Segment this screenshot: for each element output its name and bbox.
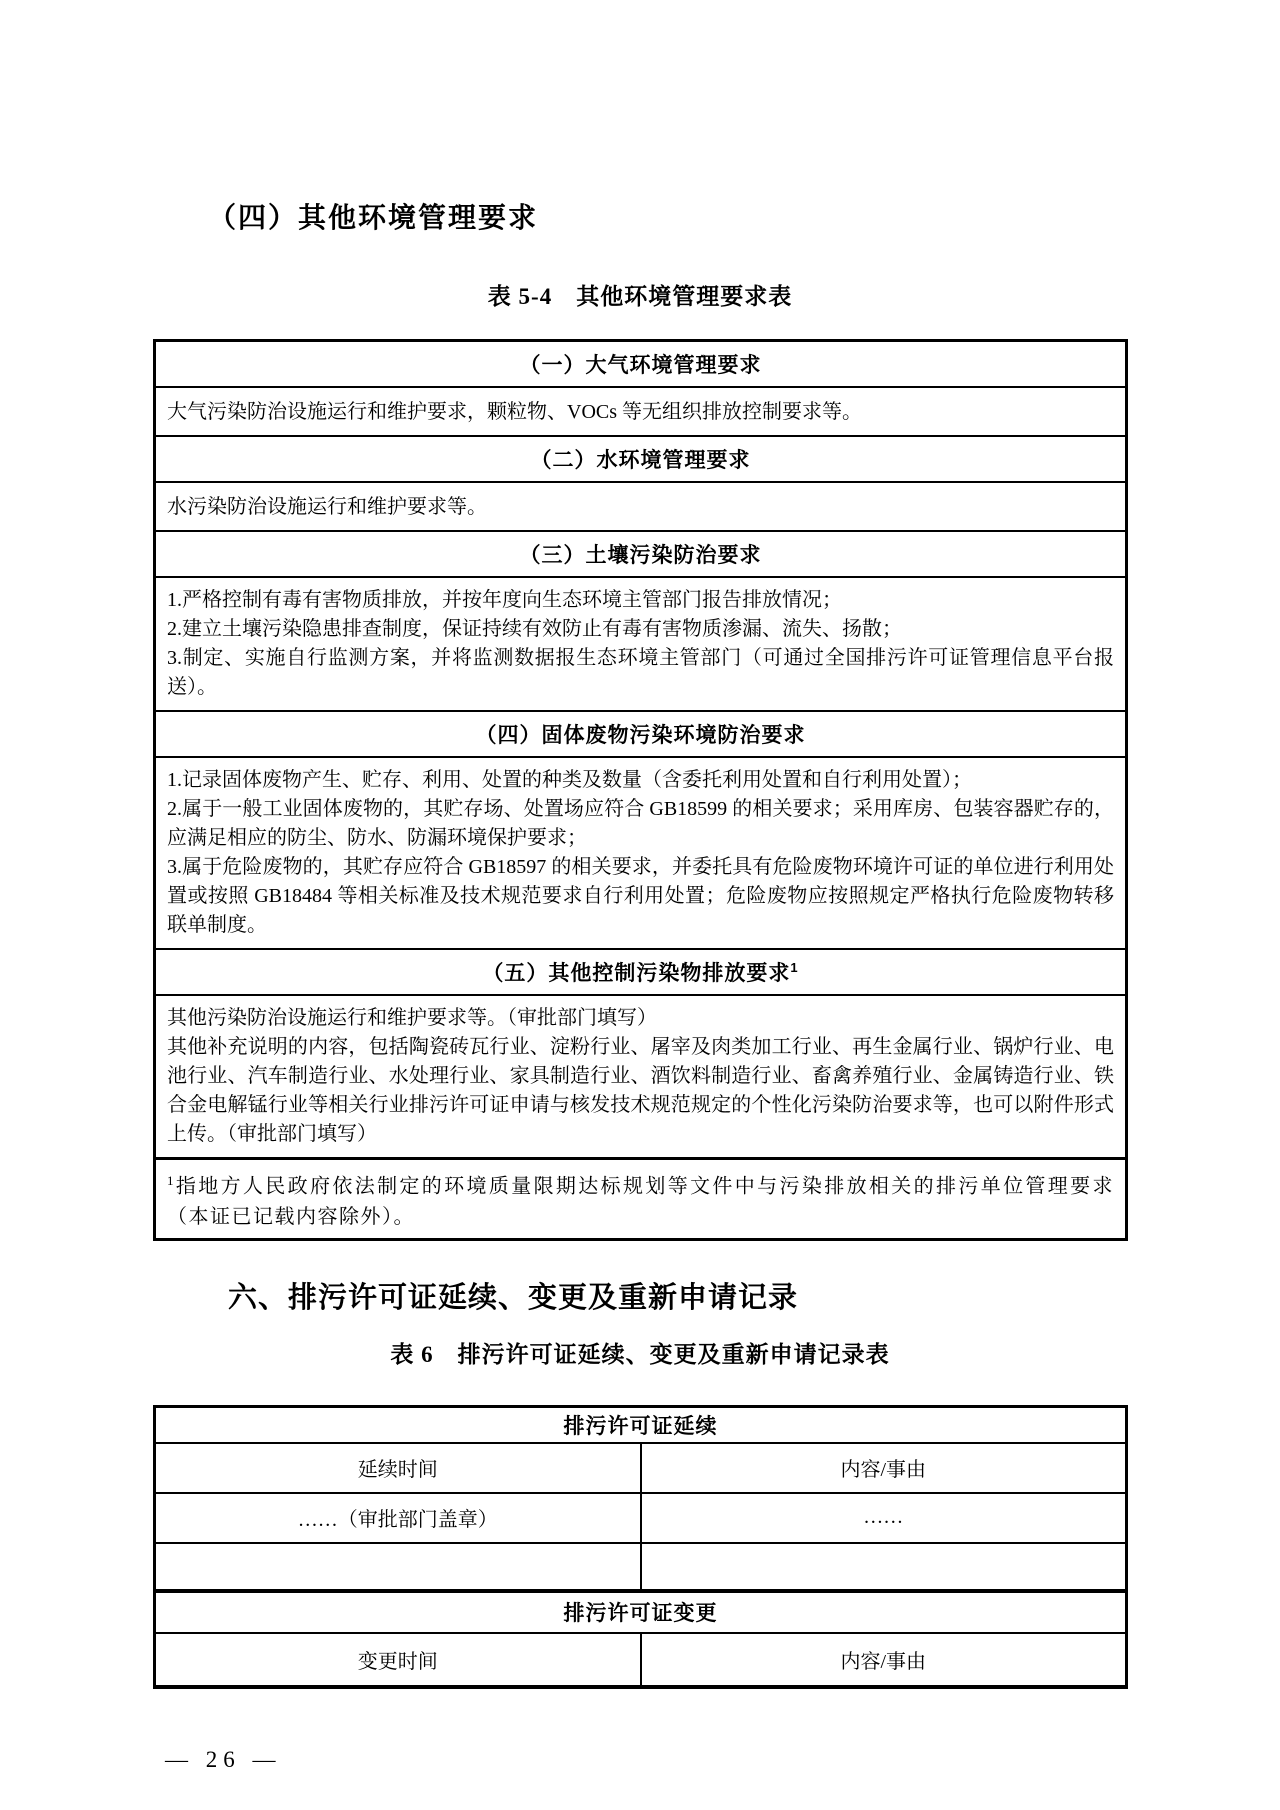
air-requirements-header: （一）大气环境管理要求 <box>155 341 1127 387</box>
solid-waste-requirements-header: （四）固体废物污染环境防治要求 <box>155 711 1127 757</box>
soil-item-2: 2.建立土壤污染隐患排查制度，保证持续有效防止有毒有害物质渗漏、流失、扬散； <box>167 617 902 640</box>
table-row <box>155 436 1127 482</box>
other-pollutant-line-2: 其他补充说明的内容，包括陶瓷砖瓦行业、淀粉行业、屠宰及肉类加工行业、再生金属行业、锅炉行业、电池行业、汽车制造行业、水处理行业、家具制造行业、酒饮料制造行业、畜禽养殖行业、金属铸造行业、铁合金电解锰行业等相关行业排污许可证申请与核发技术规范规定的个性化污染防治要求等，也可以附件形式上传。（审批部门填写） <box>167 1035 1114 1145</box>
renewal-record-content-cell: …… <box>641 1493 1127 1543</box>
table-row <box>155 1633 1127 1687</box>
renewal-section-header: 排污许可证延续 <box>155 1407 1127 1443</box>
water-requirements-content: 水污染防治设施运行和维护要求等。 <box>155 482 1127 531</box>
table-6-permit-renewal-change-records <box>153 1405 1128 1689</box>
table-row <box>155 1158 1127 1240</box>
solid-waste-item-2: 2.属于一般工业固体废物的，其贮存场、处置场应符合 GB18599 的相关要求；采用库房、包装容器贮存的，应满足相应的防尘、防水、防漏环境保护要求； <box>167 797 1114 849</box>
table-row <box>155 531 1127 577</box>
other-pollutant-requirements-header <box>155 949 1127 995</box>
other-pollutant-requirements-content <box>155 995 1127 1159</box>
solid-waste-item-3: 3.属于危险废物的，其贮存应符合 GB18597 的相关要求，并委托具有危险废物环境许可证的单位进行利用处置或按照 GB18484 等相关标准及技术规范要求自行利用处置；危险废物应按照规定严格执行危险废物转移联单制度。 <box>167 855 1114 936</box>
renewal-empty-content-cell <box>641 1543 1127 1591</box>
soil-requirements-content <box>155 577 1127 711</box>
renewal-content-label: 内容/事由 <box>641 1443 1127 1493</box>
change-time-label: 变更时间 <box>155 1633 641 1687</box>
renewal-time-label: 延续时间 <box>155 1443 641 1493</box>
table-row <box>155 1443 1127 1493</box>
soil-item-3: 3.制定、实施自行监测方案，并将监测数据报生态环境主管部门（可通过全国排污许可证管理信息平台报送）。 <box>167 646 1114 698</box>
table-row <box>155 1591 1127 1633</box>
table5-4-caption: 表 5-4 其他环境管理要求表 <box>487 284 793 309</box>
water-requirements-header: （二）水环境管理要求 <box>155 436 1127 482</box>
table6-caption: 表 6 排污许可证延续、变更及重新申请记录表 <box>390 1342 890 1368</box>
section4-heading: （四）其他环境管理要求 <box>208 203 539 234</box>
change-section-header: 排污许可证变更 <box>155 1591 1127 1633</box>
change-content-label: 内容/事由 <box>641 1633 1127 1687</box>
table-row <box>155 995 1127 1159</box>
table-row <box>155 949 1127 995</box>
soil-item-1: 1.严格控制有毒有害物质排放，并按年度向生态环境主管部门报告排放情况； <box>167 588 842 611</box>
other-pollutant-header-text: （五）其他控制污染物排放要求 <box>482 961 791 985</box>
table-row <box>155 711 1127 757</box>
solid-waste-item-1: 1.记录固体废物产生、贮存、利用、处置的种类及数量（含委托利用处置和自行利用处置）； <box>167 768 972 791</box>
table-row <box>155 482 1127 531</box>
table-5-4-other-env-requirements <box>153 339 1128 1241</box>
footnote-marker: 1 <box>167 1172 175 1188</box>
renewal-record-time-cell: ……（审批部门盖章） <box>155 1493 641 1543</box>
solid-waste-requirements-content <box>155 757 1127 949</box>
renewal-empty-time-cell <box>155 1543 641 1591</box>
table-row <box>155 757 1127 949</box>
page-number: — 26 — <box>165 1746 282 1772</box>
footnote-text: 指地方人民政府依法制定的环境质量限期达标规划等文件中与污染排放相关的排污单位管理要求（本证已记载内容除外）。 <box>167 1175 1114 1229</box>
section6-heading: 六、排污许可证延续、变更及重新申请记录 <box>228 1282 799 1315</box>
table-row <box>155 577 1127 711</box>
soil-requirements-header: （三）土壤污染防治要求 <box>155 531 1127 577</box>
table-row <box>155 387 1127 436</box>
other-pollutant-line-1: 其他污染防治设施运行和维护要求等。（审批部门填写） <box>167 1006 657 1029</box>
air-requirements-content: 大气污染防治设施运行和维护要求，颗粒物、VOCs 等无组织排放控制要求等。 <box>155 387 1127 436</box>
footnote-reference-mark: 1 <box>790 959 799 975</box>
table-row <box>155 1543 1127 1591</box>
table-row <box>155 1407 1127 1443</box>
table-footnote <box>155 1158 1127 1240</box>
table-row <box>155 341 1127 387</box>
table-row <box>155 1493 1127 1543</box>
